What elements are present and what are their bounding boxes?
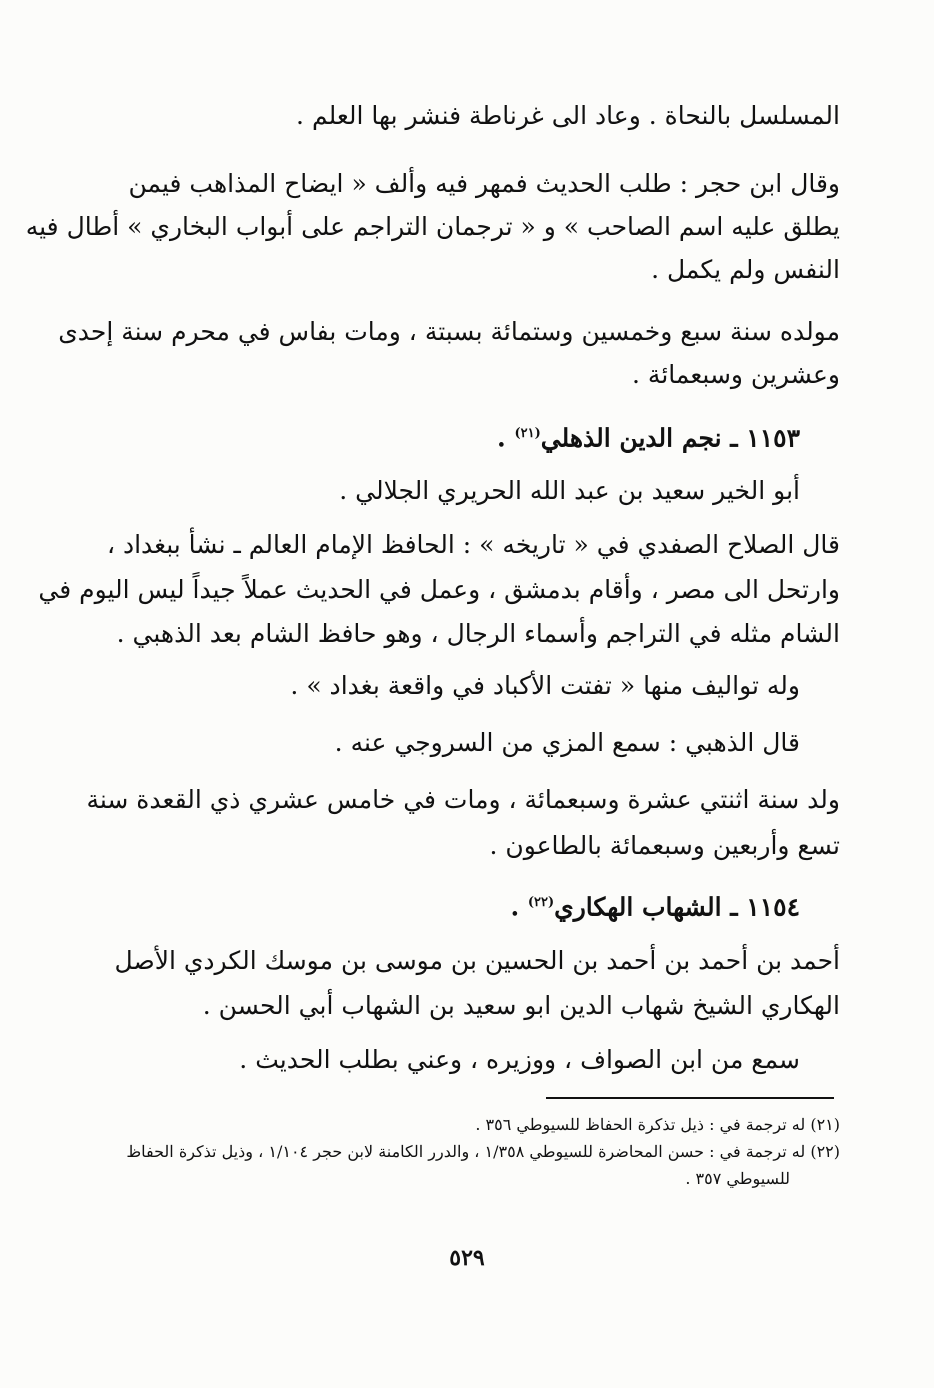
text-line: أحمد بن أحمد بن أحمد بن الحسين بن موسى بن موسك الكردي الأصل [114, 946, 840, 975]
text-line: الشام مثله في التراجم وأسماء الرجال ، وهو حافظ الشام بعد الذهبي . [116, 619, 840, 648]
text-line: أبو الخير سعيد بن عبد الله الحريري الجلالي . [339, 476, 800, 505]
entry-heading-1153 [497, 414, 800, 454]
footnote: (٢١) له ترجمة في : ذيل تذكرة الحفاظ للسيوطي ٣٥٦ . [475, 1115, 840, 1134]
footnote-ref: (٢٢) [527, 895, 555, 910]
entry-heading-1154 [510, 883, 800, 923]
text-line: قال الصلاح الصفدي في « تاريخه » : الحافظ الإمام العالم ـ نشأ ببغداد ، [106, 530, 840, 559]
text-line: المسلسل بالنحاة . وعاد الى غرناطة فنشر بها العلم . [296, 101, 840, 130]
heading-end-mark: . [497, 423, 515, 453]
text-line: يطلق عليه اسم الصاحب » و « ترجمان التراجم على أبواب البخاري » أطال فيه [25, 212, 840, 241]
text-line: ولد سنة اثنتي عشرة وسبعمائة ، ومات في خامس عشري ذي القعدة سنة [86, 785, 840, 814]
text-line: مولده سنة سبع وخمسين وستمائة بسبتة ، ومات بفاس في محرم سنة إحدى [58, 317, 840, 346]
text-line: وله تواليف منها « تفتت الأكباد في واقعة بغداد » . [290, 671, 800, 700]
text-line: الهكاري الشيخ شهاب الدين ابو سعيد بن الشهاب أبي الحسن . [202, 991, 840, 1020]
footnote-separator [546, 1097, 834, 1099]
entry-heading-text: ١١٥٤ ـ الشهاب الهكاري [554, 892, 800, 922]
text-line: سمع من ابن الصواف ، ووزيره ، وعني بطلب الحديث . [239, 1045, 800, 1074]
text-line: تسع وأربعين وسبعمائة بالطاعون . [489, 831, 840, 860]
text-line: وارتحل الى مصر ، وأقام بدمشق ، وعمل في الحديث عملاً جيداً ليس اليوم في [38, 575, 840, 604]
entry-heading-text: ١١٥٣ ـ نجم الدين الذهلي [540, 423, 800, 453]
footnote-ref: (٢١) [514, 426, 541, 441]
text-line: وقال ابن حجر : طلب الحديث فمهر فيه وألف « ايضاح المذاهب فيمن [128, 169, 840, 198]
text-line: قال الذهبي : سمع المزي من السروجي عنه . [334, 728, 800, 757]
footnote: للسيوطي ٣٥٧ . [685, 1169, 790, 1188]
text-line: وعشرين وسبعمائة . [632, 360, 840, 389]
text-line: النفس ولم يكمل . [651, 255, 840, 284]
heading-end-mark: . [510, 892, 528, 922]
footnote: (٢٢) له ترجمة في : حسن المحاضرة للسيوطي ١/٣٥٨ ، والدرر الكامنة لابن حجر ١/١٠٤ ، وذيل تذكرة الحفاظ [126, 1142, 840, 1161]
page-number: ٥٢٩ [449, 1245, 485, 1271]
